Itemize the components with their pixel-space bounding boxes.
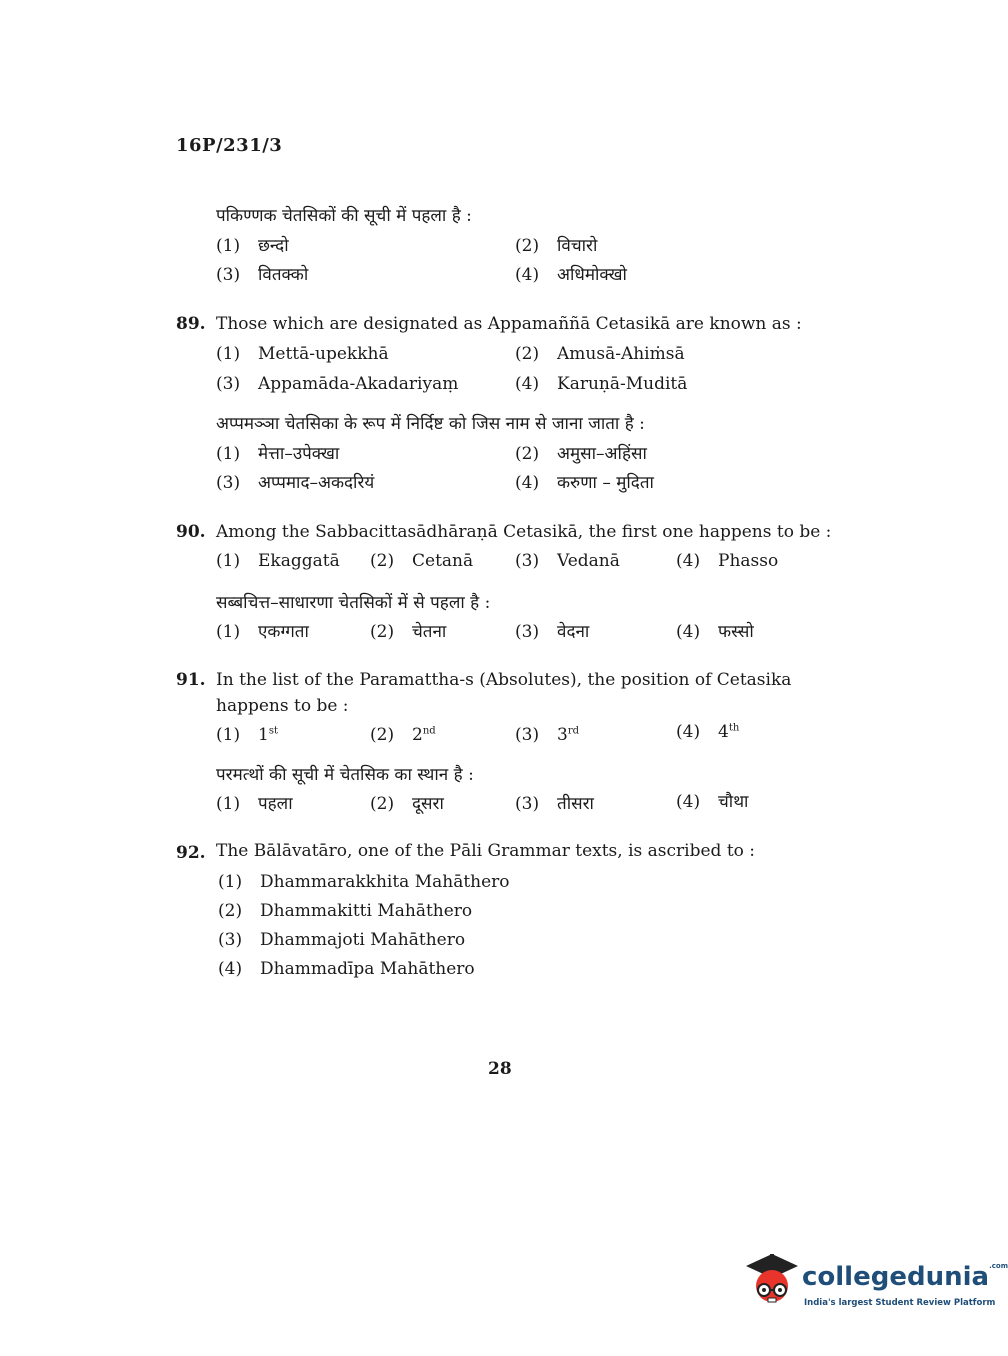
- q91-stem-line-1: In the list of the Paramattha-s (Absolutes), the position of Cetasika: [216, 670, 792, 690]
- q91-option-2: [370, 725, 436, 745]
- collegedunia-logo[interactable]: [742, 1248, 1008, 1312]
- option-text: मेत्ता–उपेक्खा: [258, 444, 340, 464]
- brand-text: collegedunia: [802, 1262, 990, 1292]
- option-text: अधिमोक्खो: [557, 265, 627, 285]
- q90-option-2: [370, 551, 473, 571]
- option-number: (4): [676, 722, 701, 742]
- option-text: Ekaggatā: [258, 551, 340, 571]
- option-text: विचारो: [557, 236, 598, 256]
- option-text: Dhammarakkhita Mahāthero: [260, 872, 510, 892]
- option-number: (4): [676, 792, 701, 812]
- q89-hindi-option-1: [216, 441, 339, 464]
- option-number: (4): [676, 622, 701, 642]
- option-text: एकग्गता: [258, 622, 309, 642]
- option-number: (2): [515, 444, 540, 464]
- option-number: (1): [216, 444, 241, 464]
- option-number: (1): [218, 872, 243, 892]
- option-text: 3: [557, 725, 568, 745]
- option-number: (2): [370, 725, 395, 745]
- q88-hindi-option-1: [216, 233, 289, 256]
- option-number: (2): [515, 236, 540, 256]
- q91-hindi-option-3: [515, 791, 594, 814]
- option-number: (3): [216, 265, 241, 285]
- option-text: 2: [412, 725, 423, 745]
- option-text: फस्सो: [718, 622, 754, 642]
- option-number: (2): [370, 794, 395, 814]
- option-number: (3): [216, 374, 241, 394]
- q89-hindi-stem: अप्पमञ्ञा चेतसिका के रूप में निर्दिष्ट को जिस नाम से जाना जाता है :: [216, 414, 645, 434]
- option-number: (3): [515, 551, 540, 571]
- ordinal-suffix: st: [268, 725, 278, 737]
- option-number: (2): [370, 622, 395, 642]
- option-number: (3): [216, 473, 241, 493]
- option-number: (1): [216, 725, 241, 745]
- option-number: (1): [216, 344, 241, 364]
- q92-number: 92.: [176, 843, 206, 863]
- option-number: (3): [515, 622, 540, 642]
- ordinal-suffix: rd: [567, 725, 580, 737]
- q91-hindi-option-2: [370, 791, 444, 814]
- q91-stem-line-2: happens to be :: [216, 696, 349, 716]
- q91-option-3: [515, 725, 579, 745]
- q89-stem: Those which are designated as Appamaññā Cetasikā are known as :: [216, 314, 802, 334]
- q92-option-3: [218, 930, 465, 950]
- q90-number: 90.: [176, 522, 206, 542]
- option-text: वितक्को: [258, 265, 309, 285]
- q90-stem: Among the Sabbacittasādhāraṇā Cetasikā, the first one happens to be :: [216, 522, 832, 542]
- option-number: (4): [676, 551, 701, 571]
- option-text: चौथा: [718, 792, 749, 812]
- paper-code: 16P/231/3: [176, 135, 283, 156]
- option-text: तीसरा: [557, 794, 594, 814]
- q89-hindi-option-2: [515, 441, 647, 464]
- option-text: 1: [258, 725, 269, 745]
- q89-option-3: [216, 374, 458, 394]
- q89-option-2: [515, 344, 685, 364]
- q88-hindi-option-3: [216, 262, 308, 285]
- option-number: (3): [515, 794, 540, 814]
- option-number: (4): [515, 473, 540, 493]
- option-text: Dhammakitti Mahāthero: [260, 901, 473, 921]
- q89-number: 89.: [176, 314, 206, 334]
- option-number: (2): [515, 344, 540, 364]
- option-text: Amusā-Ahiṁsā: [557, 344, 685, 364]
- q89-hindi-option-4: [515, 470, 654, 493]
- option-text: Vedanā: [557, 551, 620, 571]
- option-text: Cetanā: [412, 551, 474, 571]
- q89-hindi-option-3: [216, 470, 374, 493]
- q88-hindi-option-2: [515, 233, 597, 256]
- q92-stem: The Bālāvatāro, one of the Pāli Grammar texts, is ascribed to :: [216, 841, 756, 861]
- q90-hindi-option-3: [515, 619, 589, 642]
- option-number: (4): [218, 959, 243, 979]
- q92-option-2: [218, 901, 472, 921]
- option-text: दूसरा: [412, 794, 444, 814]
- q89-option-4: [515, 374, 687, 394]
- option-text: Phasso: [718, 551, 779, 571]
- option-number: (3): [218, 930, 243, 950]
- ordinal-suffix: nd: [422, 725, 436, 737]
- option-text: Karuṇā-Muditā: [557, 374, 688, 394]
- option-number: (1): [216, 551, 241, 571]
- brand-tagline: India's largest Student Review Platform: [804, 1298, 996, 1308]
- option-text: Mettā-upekkhā: [258, 344, 389, 364]
- option-text: Appamāda-Akadariyaṃ: [258, 374, 459, 394]
- q92-option-1: [218, 872, 510, 892]
- option-number: (3): [515, 725, 540, 745]
- q88-hindi-stem: पकिण्णक चेतसिकों की सूची में पहला है :: [216, 206, 472, 226]
- q90-hindi-option-2: [370, 619, 446, 642]
- q91-hindi-option-4: [676, 789, 748, 812]
- q90-hindi-option-1: [216, 619, 309, 642]
- q92-option-4: [218, 959, 475, 979]
- q91-option-1: [216, 725, 278, 745]
- option-number: (1): [216, 236, 241, 256]
- option-number: (4): [515, 374, 540, 394]
- option-text: करुणा – मुदिता: [557, 473, 654, 493]
- option-text: अप्पमाद–अकदरियं: [258, 473, 375, 493]
- option-number: (4): [515, 265, 540, 285]
- q88-hindi-option-4: [515, 262, 627, 285]
- q90-hindi-option-4: [676, 619, 754, 642]
- q90-hindi-stem: सब्बचित्त–साधारणा चेतसिकों में से पहला है :: [216, 593, 491, 613]
- option-text: Dhammadīpa Mahāthero: [260, 959, 475, 979]
- q90-option-1: [216, 551, 340, 571]
- option-number: (2): [370, 551, 395, 571]
- option-number: (2): [218, 901, 243, 921]
- option-text: वेदना: [557, 622, 590, 642]
- option-text: 4: [718, 722, 729, 742]
- q91-option-4: [676, 722, 739, 742]
- brand-suffix: .com: [989, 1262, 1008, 1270]
- q90-option-3: [515, 551, 620, 571]
- q89-option-1: [216, 344, 389, 364]
- page-number: 28: [488, 1059, 512, 1079]
- q90-option-4: [676, 551, 778, 571]
- option-text: चेतना: [412, 622, 447, 642]
- q91-hindi-stem: परमत्थों की सूची में चेतसिक का स्थान है :: [216, 765, 474, 785]
- ordinal-suffix: th: [728, 722, 740, 734]
- option-text: छन्दो: [258, 236, 289, 256]
- mascot-icon: [742, 1248, 802, 1312]
- option-text: पहला: [258, 794, 293, 814]
- brand-name: [802, 1262, 1008, 1292]
- option-number: (1): [216, 622, 241, 642]
- option-number: (1): [216, 794, 241, 814]
- q91-hindi-option-1: [216, 791, 293, 814]
- option-text: अमुसा–अहिंसा: [557, 444, 647, 464]
- q91-number: 91.: [176, 670, 206, 690]
- option-text: Dhammajoti Mahāthero: [260, 930, 466, 950]
